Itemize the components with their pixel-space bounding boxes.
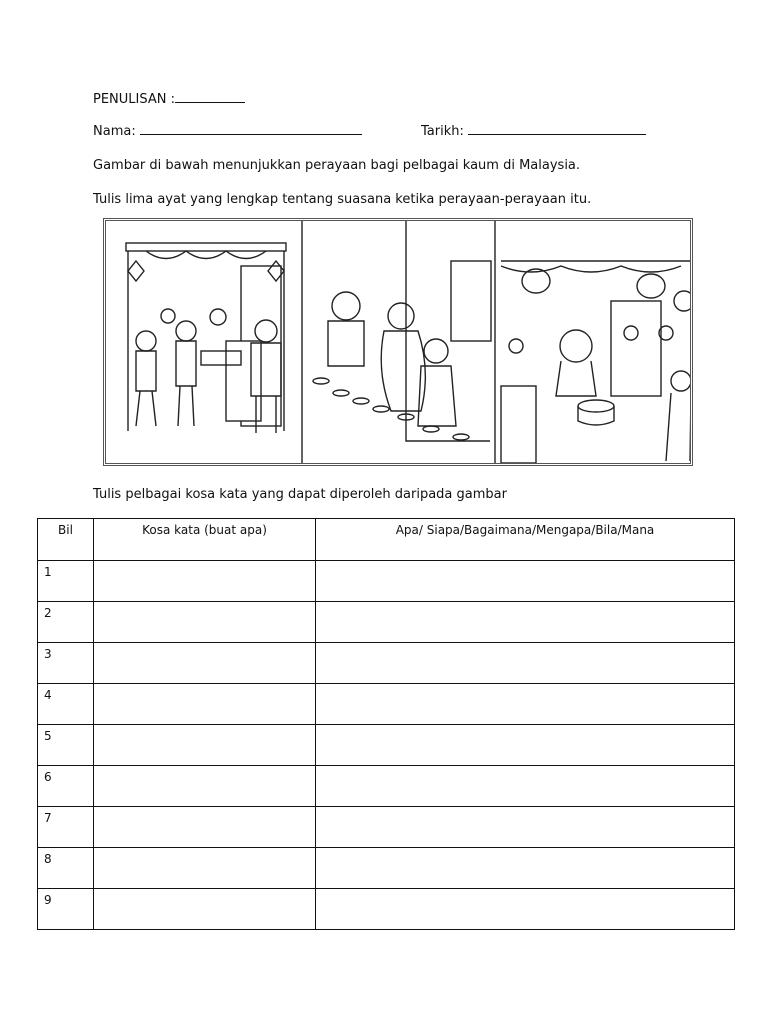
name-blank[interactable] xyxy=(140,122,362,135)
table-row xyxy=(38,725,735,766)
vocab-cell[interactable] xyxy=(94,684,316,725)
vocab-cell[interactable] xyxy=(94,725,316,766)
title-blank[interactable] xyxy=(175,90,245,103)
title-label: PENULISAN : xyxy=(93,92,175,107)
vocab-cell[interactable] xyxy=(94,807,316,848)
table-row xyxy=(38,602,735,643)
question-cell[interactable] xyxy=(316,848,735,889)
table-row xyxy=(38,643,735,684)
instruction-3: Tulis pelbagai kosa kata yang dapat diperoleh daripada gambar xyxy=(93,487,507,502)
question-cell[interactable] xyxy=(316,602,735,643)
header-kosa-kata: Kosa kata (buat apa) xyxy=(94,519,316,561)
vocab-cell[interactable] xyxy=(94,561,316,602)
vocab-cell[interactable] xyxy=(94,889,316,930)
chinese-new-year-lion-dance-scene xyxy=(501,261,690,463)
name-label: Nama: xyxy=(93,124,136,139)
vocab-cell[interactable] xyxy=(94,602,316,643)
date-blank[interactable] xyxy=(468,122,646,135)
vocab-cell[interactable] xyxy=(94,766,316,807)
name-row xyxy=(93,122,362,139)
instruction-1: Gambar di bawah menunjukkan perayaan bagi pelbagai kaum di Malaysia. xyxy=(93,158,581,173)
vocab-cell[interactable] xyxy=(94,848,316,889)
instruction-2: Tulis lima ayat yang lengkap tentang suasana ketika perayaan-perayaan itu. xyxy=(93,192,592,207)
question-cell[interactable] xyxy=(316,889,735,930)
row-number: 2 xyxy=(38,602,94,643)
date-label: Tarikh: xyxy=(421,124,464,139)
question-cell[interactable] xyxy=(316,643,735,684)
row-number: 4 xyxy=(38,684,94,725)
question-cell[interactable] xyxy=(316,684,735,725)
table-row xyxy=(38,684,735,725)
header-question-words: Apa/ Siapa/Bagaimana/Mengapa/Bila/Mana xyxy=(316,519,735,561)
header-bil: Bil xyxy=(38,519,94,561)
question-cell[interactable] xyxy=(316,766,735,807)
festival-illustration xyxy=(103,218,693,466)
row-number: 3 xyxy=(38,643,94,684)
date-row xyxy=(421,122,646,139)
question-cell[interactable] xyxy=(316,725,735,766)
row-number: 1 xyxy=(38,561,94,602)
table-row xyxy=(38,807,735,848)
hari-raya-scene xyxy=(126,243,286,433)
worksheet-title xyxy=(93,90,245,107)
row-number: 8 xyxy=(38,848,94,889)
vocabulary-table xyxy=(37,518,735,930)
table-row xyxy=(38,848,735,889)
table-header-row xyxy=(38,519,735,561)
row-number: 7 xyxy=(38,807,94,848)
vocab-cell[interactable] xyxy=(94,643,316,684)
row-number: 6 xyxy=(38,766,94,807)
row-number: 5 xyxy=(38,725,94,766)
question-cell[interactable] xyxy=(316,807,735,848)
row-number: 9 xyxy=(38,889,94,930)
table-row xyxy=(38,561,735,602)
table-row xyxy=(38,889,735,930)
table-row xyxy=(38,766,735,807)
deepavali-scene xyxy=(313,221,491,441)
question-cell[interactable] xyxy=(316,561,735,602)
